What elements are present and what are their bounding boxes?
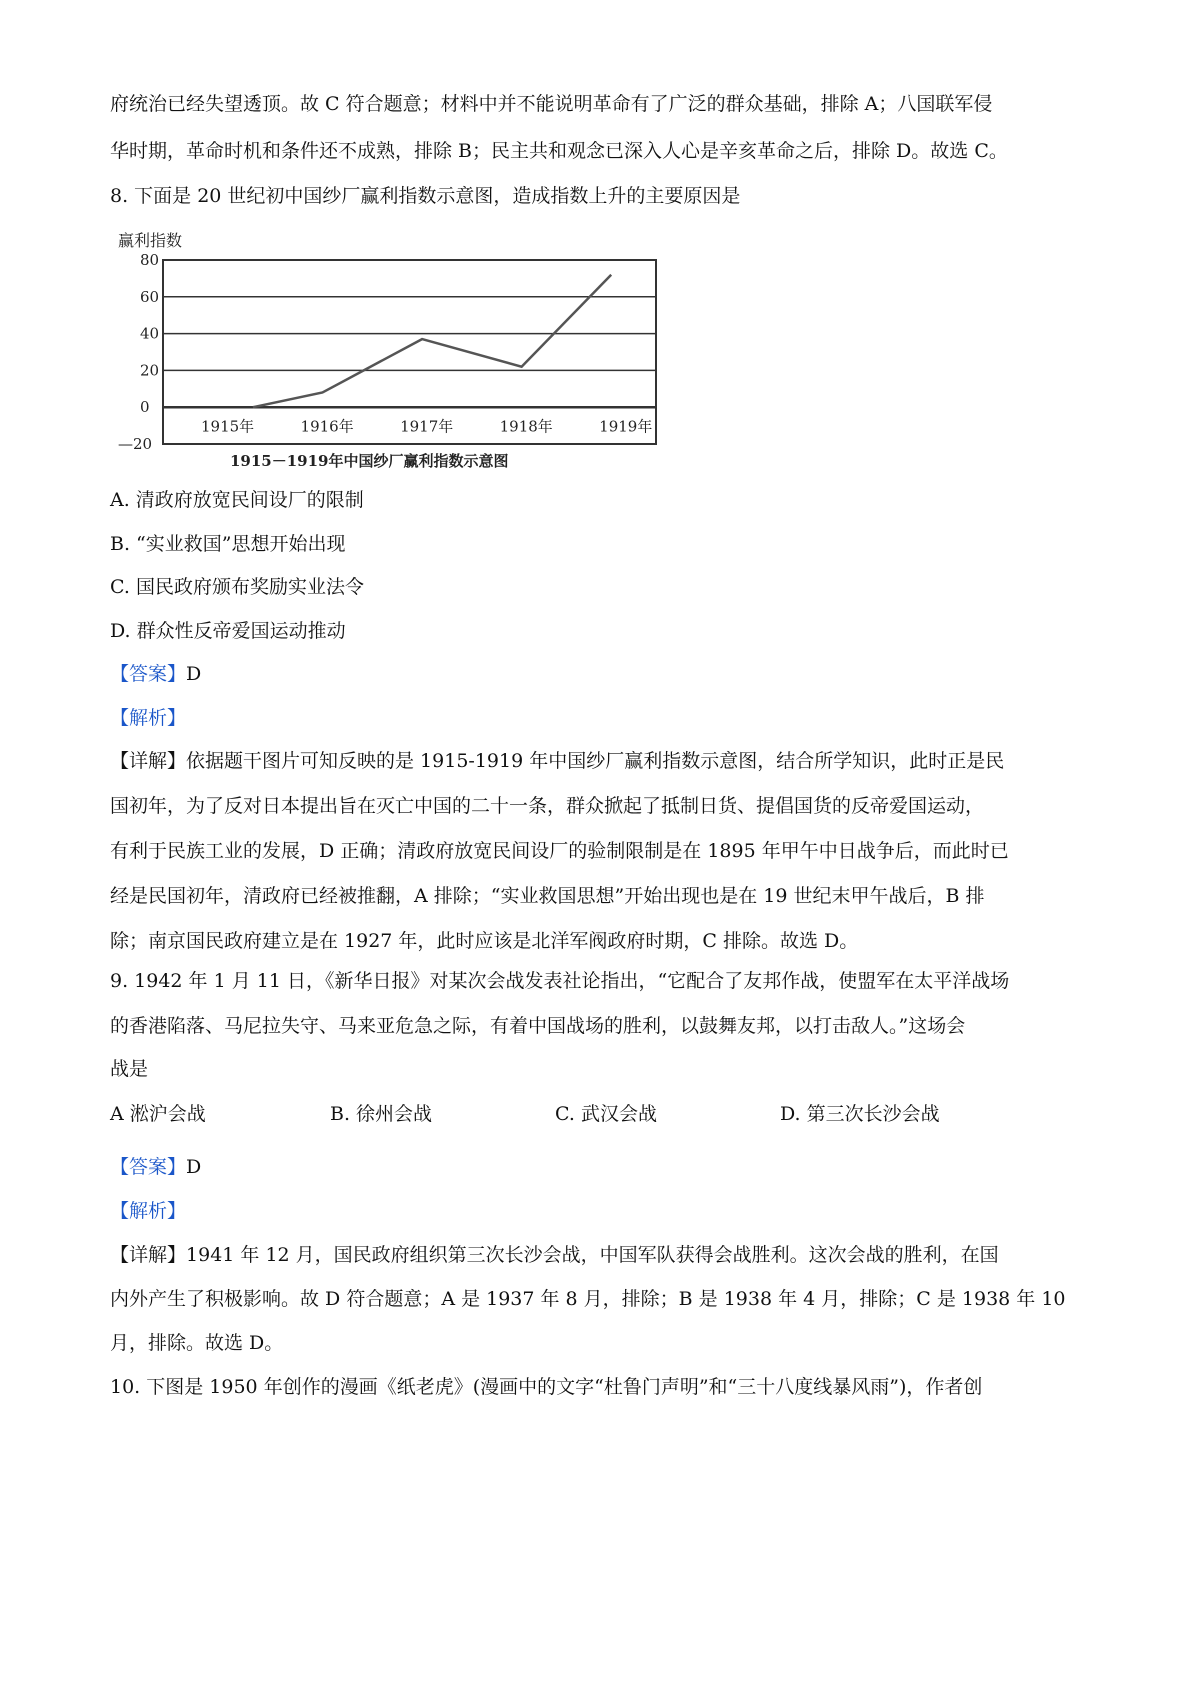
- answer-tag: 【答案】: [110, 1156, 187, 1178]
- q8-answer: [110, 662, 201, 686]
- q9-detail-3: 月，排除。故选 D。: [110, 1332, 284, 1354]
- profit-index-chart: [118, 231, 738, 522]
- q8-option-c: C. 国民政府颁布奖励实业法令: [110, 576, 364, 598]
- y-tick-label: 60: [140, 287, 160, 306]
- x-category-label: 1919年: [599, 417, 653, 436]
- y-tick-label: 40: [140, 324, 160, 343]
- answer-tag: 【答案】: [110, 663, 187, 685]
- chart-caption: 1915－1919年中国纱厂赢利指数示意图: [230, 452, 509, 470]
- detail-tag: 【详解】: [110, 750, 187, 772]
- q8-option-d: D. 群众性反帝爱国运动推动: [110, 620, 346, 642]
- q9-analysis-tag: 【解析】: [110, 1200, 187, 1222]
- q9-option-a: A 淞沪会战: [110, 1103, 206, 1125]
- q9-option-c: C. 武汉会战: [555, 1103, 657, 1125]
- profit-index-line: [253, 275, 611, 408]
- chart-frame: [163, 260, 656, 444]
- q9-stem-3: 战是: [110, 1058, 149, 1080]
- q9-stem-2: 的香港陷落、马尼拉失守、马来亚危急之际，有着中国战场的胜利，以鼓舞友邦，以打击敌人。”这场会: [110, 1015, 966, 1037]
- q8-detail-3: 有利于民族工业的发展，D 正确；清政府放宽民间设厂的验制限制是在 1895 年甲午中日战争后，而此时已: [110, 840, 1009, 862]
- y-tick-label: 80: [140, 251, 160, 269]
- chart-ylabel: 赢利指数: [118, 231, 183, 250]
- y-tick-label: 20: [140, 361, 160, 380]
- q8-option-a: A. 清政府放宽民间设厂的限制: [110, 489, 364, 511]
- q8-option-b: B. “实业救国”思想开始出现: [110, 533, 346, 555]
- detail-text: 1941 年 12 月，国民政府组织第三次长沙会战，中国军队获得会战胜利。这次会战的胜利，在国: [186, 1244, 999, 1266]
- q8-detail-2: 国初年，为了反对日本提出旨在灭亡中国的二十一条，群众掀起了抵制日货、提倡国货的反帝爱国运动，: [110, 795, 985, 817]
- x-category-label: 1915年: [201, 417, 255, 436]
- q8-analysis-tag: 【解析】: [110, 707, 187, 729]
- q8-detail-4: 经是民国初年，清政府已经被推翻，A 排除；“实业救国思想”开始出现也是在 19 世纪末甲午战后，B 排: [110, 885, 985, 907]
- q9-stem-1: 9. 1942 年 1 月 11 日，《新华日报》对某次会战发表社论指出，“它配合了友邦作战，使盟军在太平洋战场: [110, 970, 1010, 992]
- detail-tag: 【详解】: [110, 1244, 187, 1266]
- y-tick-label: —20: [118, 435, 153, 453]
- chart-svg: [118, 231, 738, 522]
- detail-text: 依据题干图片可知反映的是 1915-1919 年中国纱厂赢利指数示意图，结合所学知识，此时正是民: [186, 750, 1005, 772]
- q9-option-b: B. 徐州会战: [330, 1103, 433, 1125]
- y-tick-label: 0: [140, 398, 150, 417]
- answer-value: D: [186, 663, 202, 685]
- q9-option-d: D. 第三次长沙会战: [780, 1103, 940, 1125]
- q9-detail-2: 内外产生了积极影响。故 D 符合题意；A 是 1937 年 8 月，排除；B 是 1938 年 4 月，排除；C 是 1938 年 10: [110, 1288, 1066, 1310]
- x-category-label: 1917年: [400, 417, 454, 436]
- q9-options: [110, 1102, 1090, 1126]
- question-8-stem: 8. 下面是 20 世纪初中国纱厂赢利指数示意图，造成指数上升的主要原因是: [110, 185, 741, 207]
- q8-detail-5: 除；南京国民政府建立是在 1927 年，此时应该是北洋军阀政府时期，C 排除。故选 D。: [110, 930, 859, 952]
- q9-detail-1: [110, 1243, 999, 1267]
- x-category-label: 1918年: [499, 417, 553, 436]
- q8-detail-1: [110, 749, 1004, 773]
- text-line-1: 府统治已经失望透顶。故 C 符合题意；材料中并不能说明革命有了广泛的群众基础，排除 A；八国联军侵: [110, 93, 993, 115]
- answer-value: D: [186, 1156, 202, 1178]
- q9-answer: [110, 1155, 201, 1179]
- q10-stem: 10. 下图是 1950 年创作的漫画《纸老虎》(漫画中的文字“杜鲁门声明”和“三十八度线暴风雨”)，作者创: [110, 1376, 983, 1398]
- x-category-label: 1916年: [300, 417, 354, 436]
- text-line-2: 华时期，革命时机和条件还不成熟，排除 B；民主共和观念已深入人心是辛亥革命之后，排除 D。故选 C。: [110, 140, 1008, 162]
